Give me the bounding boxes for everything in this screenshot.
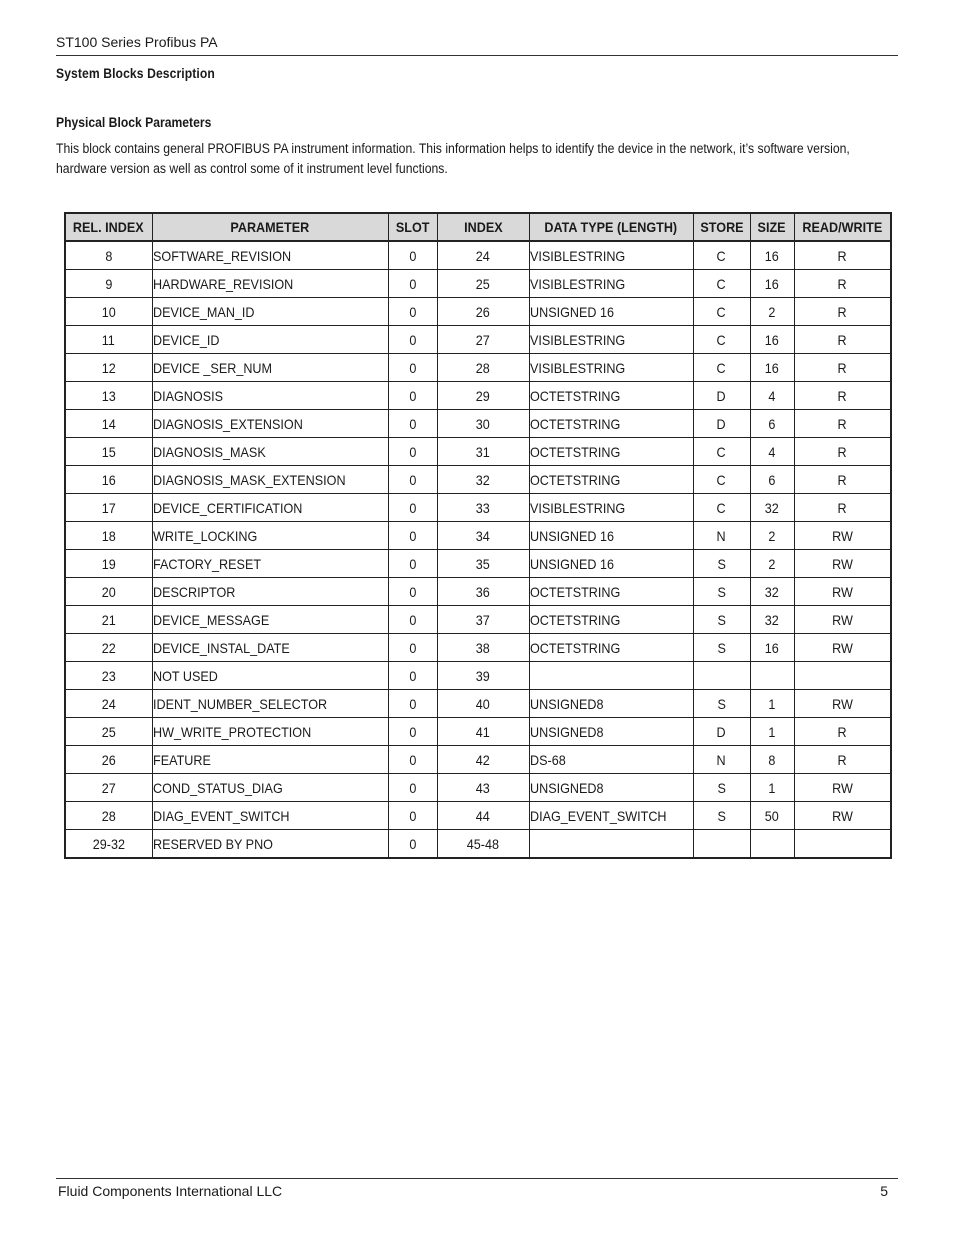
table-row (65, 802, 891, 830)
cell-size: 4 (750, 382, 794, 410)
cell-size: 32 (750, 578, 794, 606)
cell-store: S (693, 634, 750, 662)
cell-read-write (794, 662, 891, 690)
cell-size: 50 (750, 802, 794, 830)
cell-store: N (693, 522, 750, 550)
cell-slot: 0 (388, 522, 437, 550)
cell-size: 32 (750, 606, 794, 634)
table-row (65, 241, 891, 270)
cell-size: 2 (750, 550, 794, 578)
column-header-size: SIZE (750, 213, 794, 241)
cell-data-type: OCTETSTRING (529, 606, 693, 634)
cell-parameter: DEVICE_ID (152, 326, 388, 354)
header-title: ST100 Series Profibus PA (56, 34, 218, 50)
cell-size: 2 (750, 298, 794, 326)
cell-parameter: FEATURE (152, 746, 388, 774)
cell-parameter: FACTORY_RESET (152, 550, 388, 578)
cell-slot: 0 (388, 802, 437, 830)
cell-parameter: DIAGNOSIS_MASK (152, 438, 388, 466)
cell-slot: 0 (388, 550, 437, 578)
cell-read-write: R (794, 410, 891, 438)
cell-index: 33 (437, 494, 529, 522)
cell-data-type: UNSIGNED 16 (529, 522, 693, 550)
cell-parameter: DEVICE_MAN_ID (152, 298, 388, 326)
cell-rel-index: 21 (65, 606, 152, 634)
cell-slot: 0 (388, 410, 437, 438)
cell-slot: 0 (388, 662, 437, 690)
cell-read-write: R (794, 270, 891, 298)
cell-parameter: SOFTWARE_REVISION (152, 241, 388, 270)
cell-index: 42 (437, 746, 529, 774)
cell-size: 1 (750, 718, 794, 746)
column-header-read-write: READ/WRITE (794, 213, 891, 241)
cell-index: 24 (437, 241, 529, 270)
cell-size: 8 (750, 746, 794, 774)
cell-parameter: DEVICE _SER_NUM (152, 354, 388, 382)
cell-read-write: R (794, 494, 891, 522)
cell-index: 43 (437, 774, 529, 802)
cell-size (750, 662, 794, 690)
cell-parameter: DIAGNOSIS_MASK_EXTENSION (152, 466, 388, 494)
section-heading: System Blocks Description (56, 66, 215, 81)
table-row (65, 550, 891, 578)
intro-paragraph: This block contains general PROFIBUS PA instrument information. This information helps to identify the device in the network, it’s software version, hardware version as well as control some of it instrument level functions. (56, 141, 850, 176)
footer-rule (56, 1178, 898, 1179)
cell-parameter: NOT USED (152, 662, 388, 690)
cell-index: 39 (437, 662, 529, 690)
column-header-store: STORE (693, 213, 750, 241)
cell-rel-index: 15 (65, 438, 152, 466)
cell-rel-index: 10 (65, 298, 152, 326)
cell-slot: 0 (388, 438, 437, 466)
cell-slot: 0 (388, 270, 437, 298)
cell-index: 34 (437, 522, 529, 550)
cell-size: 16 (750, 326, 794, 354)
cell-size: 16 (750, 354, 794, 382)
cell-rel-index: 27 (65, 774, 152, 802)
table-row (65, 774, 891, 802)
cell-slot: 0 (388, 382, 437, 410)
cell-read-write: R (794, 382, 891, 410)
cell-store: C (693, 354, 750, 382)
cell-index: 41 (437, 718, 529, 746)
cell-data-type (529, 830, 693, 859)
cell-read-write: R (794, 326, 891, 354)
cell-rel-index: 29-32 (65, 830, 152, 859)
cell-rel-index: 28 (65, 802, 152, 830)
sub-heading: Physical Block Parameters (56, 115, 212, 130)
cell-rel-index: 9 (65, 270, 152, 298)
cell-read-write: RW (794, 522, 891, 550)
cell-store: C (693, 494, 750, 522)
cell-data-type: VISIBLESTRING (529, 354, 693, 382)
cell-slot: 0 (388, 466, 437, 494)
cell-store: S (693, 606, 750, 634)
cell-index: 28 (437, 354, 529, 382)
cell-size: 4 (750, 438, 794, 466)
cell-slot: 0 (388, 298, 437, 326)
table-row (65, 354, 891, 382)
cell-index: 25 (437, 270, 529, 298)
cell-data-type: VISIBLESTRING (529, 270, 693, 298)
table-row (65, 494, 891, 522)
cell-rel-index: 16 (65, 466, 152, 494)
column-header-slot: SLOT (388, 213, 437, 241)
table-row (65, 326, 891, 354)
cell-slot: 0 (388, 634, 437, 662)
cell-index: 26 (437, 298, 529, 326)
cell-data-type: UNSIGNED 16 (529, 298, 693, 326)
cell-store: D (693, 410, 750, 438)
cell-size: 6 (750, 410, 794, 438)
cell-slot: 0 (388, 830, 437, 859)
cell-store: C (693, 438, 750, 466)
cell-index: 40 (437, 690, 529, 718)
table-row (65, 466, 891, 494)
table-row (65, 746, 891, 774)
cell-size (750, 830, 794, 859)
cell-parameter: IDENT_NUMBER_SELECTOR (152, 690, 388, 718)
cell-rel-index: 13 (65, 382, 152, 410)
cell-data-type: OCTETSTRING (529, 466, 693, 494)
cell-parameter: WRITE_LOCKING (152, 522, 388, 550)
cell-parameter: DIAGNOSIS (152, 382, 388, 410)
column-header-data-type: DATA TYPE (LENGTH) (529, 213, 693, 241)
cell-parameter: HARDWARE_REVISION (152, 270, 388, 298)
column-header-index: INDEX (437, 213, 529, 241)
cell-index: 27 (437, 326, 529, 354)
column-header-rel-index: REL. INDEX (65, 213, 152, 241)
cell-parameter: RESERVED BY PNO (152, 830, 388, 859)
cell-read-write: RW (794, 634, 891, 662)
cell-store: S (693, 578, 750, 606)
cell-index: 37 (437, 606, 529, 634)
cell-rel-index: 19 (65, 550, 152, 578)
cell-rel-index: 18 (65, 522, 152, 550)
table-row (65, 298, 891, 326)
cell-read-write: RW (794, 774, 891, 802)
cell-slot: 0 (388, 690, 437, 718)
cell-read-write: RW (794, 690, 891, 718)
cell-rel-index: 14 (65, 410, 152, 438)
cell-read-write: R (794, 298, 891, 326)
cell-size: 6 (750, 466, 794, 494)
cell-store: D (693, 382, 750, 410)
cell-slot: 0 (388, 718, 437, 746)
cell-index: 30 (437, 410, 529, 438)
table-row (65, 410, 891, 438)
cell-store: C (693, 466, 750, 494)
cell-size: 32 (750, 494, 794, 522)
cell-slot: 0 (388, 241, 437, 270)
cell-read-write: RW (794, 578, 891, 606)
table-row (65, 382, 891, 410)
cell-store: D (693, 718, 750, 746)
cell-store (693, 830, 750, 859)
cell-data-type: UNSIGNED8 (529, 718, 693, 746)
physical-block-parameters-table (64, 212, 892, 859)
cell-read-write: R (794, 718, 891, 746)
cell-slot: 0 (388, 494, 437, 522)
cell-read-write: R (794, 466, 891, 494)
cell-read-write: RW (794, 606, 891, 634)
cell-rel-index: 23 (65, 662, 152, 690)
cell-parameter: DEVICE_INSTAL_DATE (152, 634, 388, 662)
header-rule (56, 55, 898, 56)
cell-index: 36 (437, 578, 529, 606)
cell-slot: 0 (388, 578, 437, 606)
cell-read-write: R (794, 354, 891, 382)
cell-data-type: VISIBLESTRING (529, 326, 693, 354)
cell-store: C (693, 270, 750, 298)
cell-read-write: R (794, 438, 891, 466)
cell-parameter: DESCRIPTOR (152, 578, 388, 606)
cell-data-type: OCTETSTRING (529, 382, 693, 410)
cell-index: 35 (437, 550, 529, 578)
cell-size: 1 (750, 690, 794, 718)
cell-store: C (693, 326, 750, 354)
cell-store: N (693, 746, 750, 774)
table-header-row (65, 213, 891, 241)
cell-data-type: OCTETSTRING (529, 578, 693, 606)
cell-store: S (693, 802, 750, 830)
cell-index: 31 (437, 438, 529, 466)
cell-read-write: RW (794, 802, 891, 830)
cell-data-type: VISIBLESTRING (529, 241, 693, 270)
footer-company: Fluid Components International LLC (58, 1183, 283, 1199)
cell-store: S (693, 774, 750, 802)
cell-data-type: UNSIGNED8 (529, 690, 693, 718)
table-row (65, 606, 891, 634)
cell-size: 16 (750, 634, 794, 662)
cell-read-write (794, 830, 891, 859)
cell-read-write: R (794, 746, 891, 774)
cell-rel-index: 22 (65, 634, 152, 662)
cell-size: 16 (750, 270, 794, 298)
cell-rel-index: 24 (65, 690, 152, 718)
cell-index: 38 (437, 634, 529, 662)
cell-size: 2 (750, 522, 794, 550)
cell-parameter: DEVICE_MESSAGE (152, 606, 388, 634)
cell-parameter: DIAGNOSIS_EXTENSION (152, 410, 388, 438)
cell-read-write: RW (794, 550, 891, 578)
cell-rel-index: 20 (65, 578, 152, 606)
table-row (65, 578, 891, 606)
table-row (65, 270, 891, 298)
table-row (65, 662, 891, 690)
cell-data-type: OCTETSTRING (529, 438, 693, 466)
cell-data-type: DS-68 (529, 746, 693, 774)
cell-rel-index: 12 (65, 354, 152, 382)
table-row (65, 522, 891, 550)
cell-slot: 0 (388, 746, 437, 774)
page-number: 5 (880, 1183, 888, 1199)
cell-slot: 0 (388, 774, 437, 802)
cell-parameter: DIAG_EVENT_SWITCH (152, 802, 388, 830)
cell-data-type: UNSIGNED 16 (529, 550, 693, 578)
cell-rel-index: 17 (65, 494, 152, 522)
cell-parameter: HW_WRITE_PROTECTION (152, 718, 388, 746)
cell-store (693, 662, 750, 690)
cell-slot: 0 (388, 606, 437, 634)
cell-size: 1 (750, 774, 794, 802)
cell-data-type: OCTETSTRING (529, 634, 693, 662)
cell-rel-index: 26 (65, 746, 152, 774)
cell-index: 44 (437, 802, 529, 830)
cell-rel-index: 25 (65, 718, 152, 746)
cell-store: C (693, 241, 750, 270)
cell-index: 29 (437, 382, 529, 410)
cell-parameter: COND_STATUS_DIAG (152, 774, 388, 802)
cell-data-type: UNSIGNED8 (529, 774, 693, 802)
table-row (65, 438, 891, 466)
cell-data-type (529, 662, 693, 690)
column-header-parameter: PARAMETER (152, 213, 388, 241)
table-row (65, 830, 891, 859)
cell-data-type: DIAG_EVENT_SWITCH (529, 802, 693, 830)
cell-store: S (693, 690, 750, 718)
cell-index: 45-48 (437, 830, 529, 859)
cell-rel-index: 8 (65, 241, 152, 270)
table-row (65, 634, 891, 662)
cell-data-type: OCTETSTRING (529, 410, 693, 438)
cell-size: 16 (750, 241, 794, 270)
cell-slot: 0 (388, 354, 437, 382)
cell-slot: 0 (388, 326, 437, 354)
cell-parameter: DEVICE_CERTIFICATION (152, 494, 388, 522)
cell-rel-index: 11 (65, 326, 152, 354)
cell-store: C (693, 298, 750, 326)
cell-store: S (693, 550, 750, 578)
cell-index: 32 (437, 466, 529, 494)
cell-data-type: VISIBLESTRING (529, 494, 693, 522)
table-row (65, 690, 891, 718)
table-row (65, 718, 891, 746)
cell-read-write: R (794, 241, 891, 270)
